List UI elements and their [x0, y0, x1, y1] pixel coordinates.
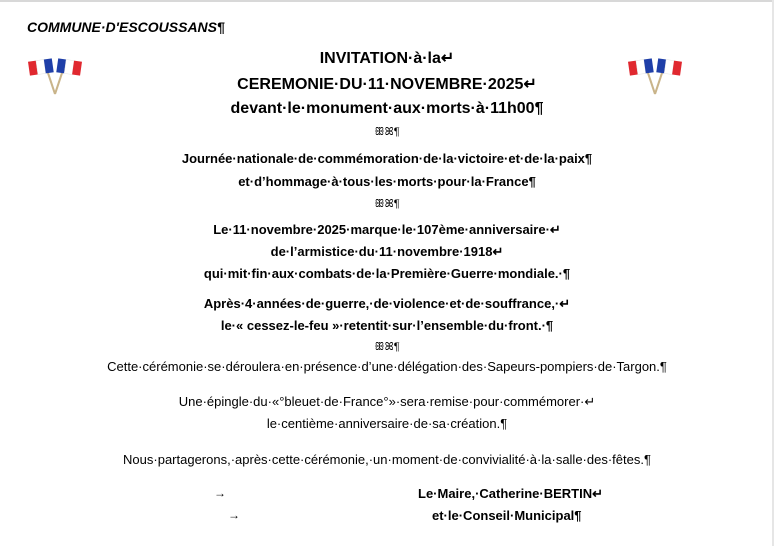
journee-line-2: et·d’hommage·à·tous·les·morts·pour·la·France¶	[238, 174, 536, 189]
anniversaire-line-1: Le·11·novembre·2025·marque·le·107ème·anniversaire·↵	[213, 222, 561, 237]
guerre-line-2: le·« cessez-le-feu »·retentit·sur·l’ensemble·du·front.·¶	[220, 318, 554, 333]
anniversaire-line-2: de·l’armistice·du·11·novembre·1918↵	[270, 244, 504, 259]
ornament-2: ꕥꕤ¶	[374, 198, 400, 210]
title-line-monument: devant·le·monument·aux·morts·à·11h00¶	[230, 100, 544, 117]
tab-arrow-1: →	[214, 486, 226, 500]
title-line-invitation: INVITATION·à·la↵	[319, 50, 455, 67]
anniversaire-line-3: qui·mit·fin·aux·combats·de·la·Première·Guerre·mondiale.·¶	[203, 266, 571, 281]
signature-maire: Le·Maire,·Catherine·BERTIN↵	[418, 486, 603, 501]
title-line-ceremonie: CEREMONIE·DU·11·NOVEMBRE·2025↵	[237, 76, 537, 93]
page-top-border	[0, 0, 774, 2]
signature-conseil: et·le·Conseil·Municipal¶	[432, 508, 582, 523]
convivialite-text: Nous·partagerons,·après·cette·cérémonie,·un·moment·de·convivialité·à·la·salle·des·fêtes.¶	[123, 452, 651, 467]
ornament-3: ꕥꕤ¶	[374, 341, 400, 353]
guerre-line-1: Après·4·années·de·guerre,·de·violence·et·de·souffrance,·↵	[203, 296, 571, 311]
journee-line-1: Journée·nationale·de·commémoration·de·la·victoire·et·de·la·paix¶	[181, 151, 593, 166]
tab-arrow-2: →	[228, 508, 240, 522]
epingle-line-2: le·centième·anniversaire·de·sa·création.¶	[266, 416, 508, 431]
epingle-line-1: Une·épingle·du·«°bleuet·de·France°»·sera·remise·pour·commémorer·↵	[178, 394, 596, 409]
ornament-1: ꕥꕤ¶	[374, 126, 400, 138]
commune-header: COMMUNE·D'ESCOUSSANS¶	[27, 19, 225, 35]
ceremonie-text: Cette·cérémonie·se·déroulera·en·présence·d’une·délégation·des·Sapeurs-pompiers·de·Targon.¶	[107, 359, 667, 374]
